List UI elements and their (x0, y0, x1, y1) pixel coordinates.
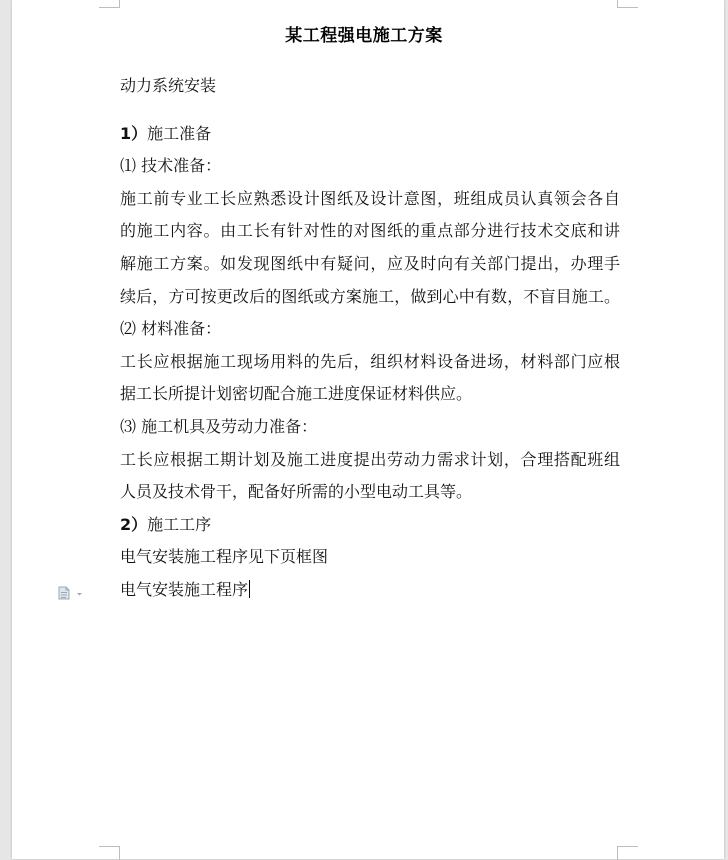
paragraph-line[interactable]: 续后，方可按更改后的图纸或方案施工，做到心中有数，不盲目施工。 (120, 287, 620, 306)
margin-corner-bottom-left (99, 846, 120, 860)
paragraph-line[interactable]: 的施工内容。由工长有针对性的对图纸的重点部分进行技术交底和讲 (120, 221, 620, 240)
margin-corner-top-left (99, 0, 120, 8)
document-title[interactable]: 某工程强电施工方案 (285, 26, 443, 46)
document-page (12, 0, 724, 859)
item-heading-2[interactable] (120, 512, 211, 535)
paragraph-line[interactable]: 解施工方案。如发现图纸中有疑问，应及时向有关部门提出，办理手 (120, 254, 620, 273)
subheading-equipment-labor[interactable]: ⑶ 施工机具及劳动力准备： (120, 417, 318, 436)
subheading-technical[interactable]: ⑴ 技术准备： (120, 156, 222, 175)
item-number-2: 2） (120, 515, 148, 534)
text-line[interactable]: 电气安装施工程序见下页框图 (120, 547, 329, 566)
paragraph-line[interactable]: 人员及技术骨干，配备好所需的小型电动工具等。 (120, 482, 473, 501)
item-title-2: 施工工序 (147, 515, 212, 534)
paragraph-line[interactable]: 施工前专业工长应熟悉设计图纸及设计意图，班组成员认真领会各自 (120, 189, 620, 208)
paragraph-line[interactable]: 据工长所提计划密切配合施工进度保证材料供应。 (120, 384, 473, 403)
paragraph-line[interactable]: 工长应根据工期计划及施工进度提出劳动力需求计划，合理搭配班组 (120, 450, 620, 469)
text-line-current: 电气安装施工程序 (120, 580, 249, 599)
paragraph-line[interactable]: 工长应根据施工现场用料的先后，组织材料设备进场，材料部门应根 (120, 352, 620, 371)
item-heading-1[interactable] (120, 121, 211, 144)
margin-corner-bottom-right (617, 846, 638, 860)
margin-corner-top-right (617, 0, 638, 8)
item-title-1: 施工准备 (147, 124, 212, 143)
text-line-with-caret[interactable] (120, 577, 250, 600)
subheading-materials[interactable]: ⑵ 材料准备： (120, 319, 222, 338)
item-number-1: 1） (120, 124, 148, 143)
section-heading[interactable]: 动力系统安装 (120, 76, 217, 95)
text-cursor (249, 580, 250, 598)
document-icon[interactable] (58, 585, 84, 599)
